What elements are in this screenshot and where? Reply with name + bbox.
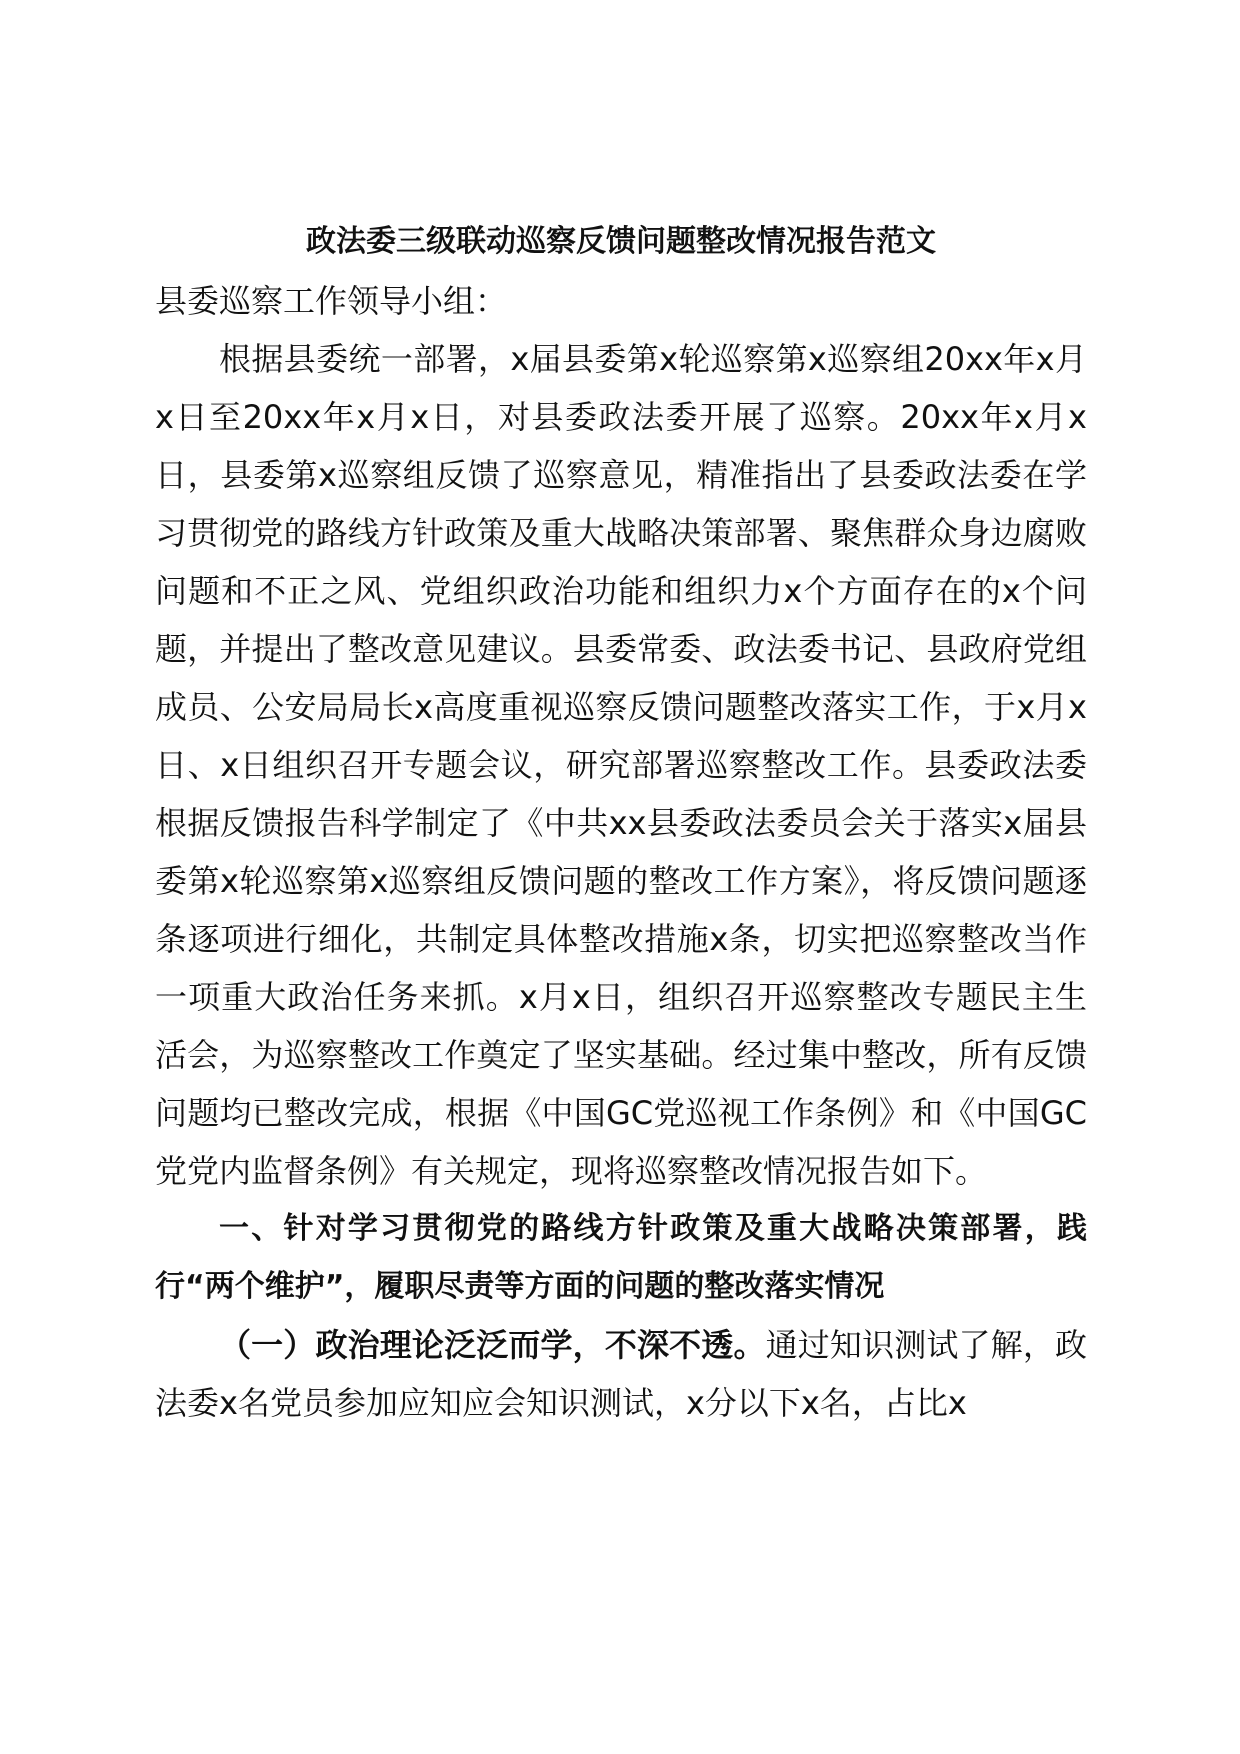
document-body <box>155 212 1087 1432</box>
subsection-paragraph-1 <box>155 1316 1087 1432</box>
intro-paragraph: 根据县委统一部署，x届县委第x轮巡察第x巡察组20xx年x月x日至20xx年x月x日，对县委政法委开展了巡察。20xx年x月x日，县委第x巡察组反馈了巡察意见，精准指出了县委政法委在学习贯彻党的路线方针政策及重大战略决策部署、聚焦群众身边腐败问题和不正之风、党组织政治功能和组织力x个方面存在的x个问题，并提出了整改意见建议。县委常委、政法委书记、县政府党组成员、公安局局长x高度重视巡察反馈问题整改落实工作，于x月x日、x日组织召开专题会议，研究部署巡察整改工作。县委政法委根据反馈报告科学制定了《中共xx县委政法委员会关于落实x届县委第x轮巡察第x巡察组反馈问题的整改工作方案》，将反馈问题逐条逐项进行细化，共制定具体整改措施x条，切实把巡察整改当作一项重大政治任务来抓。x月x日，组织召开巡察整改专题民主生活会，为巡察整改工作奠定了坚实基础。经过集中整改，所有反馈问题均已整改完成，根据《中国GC党巡视工作条例》和《中国GC党党内监督条例》有关规定，现将巡察整改情况报告如下。 <box>155 340 1087 1190</box>
subsection-text-1: 通过知识测试了解，政法委x名党员参加应知应会知识测试，x分以下x名，占比x <box>155 1326 1087 1422</box>
document-title: 政法委三级联动巡察反馈问题整改情况报告范文 <box>306 224 936 259</box>
salutation: 县委巡察工作领导小组： <box>155 282 508 320</box>
section-heading-1: 一、针对学习贯彻党的路线方针政策及重大战略决策部署，践行“两个维护”，履职尽责等方面的问题的整改落实情况 <box>155 1211 1087 1304</box>
subsection-heading-1: （一）政治理论泛泛而学，不深不透。 <box>219 1326 766 1364</box>
